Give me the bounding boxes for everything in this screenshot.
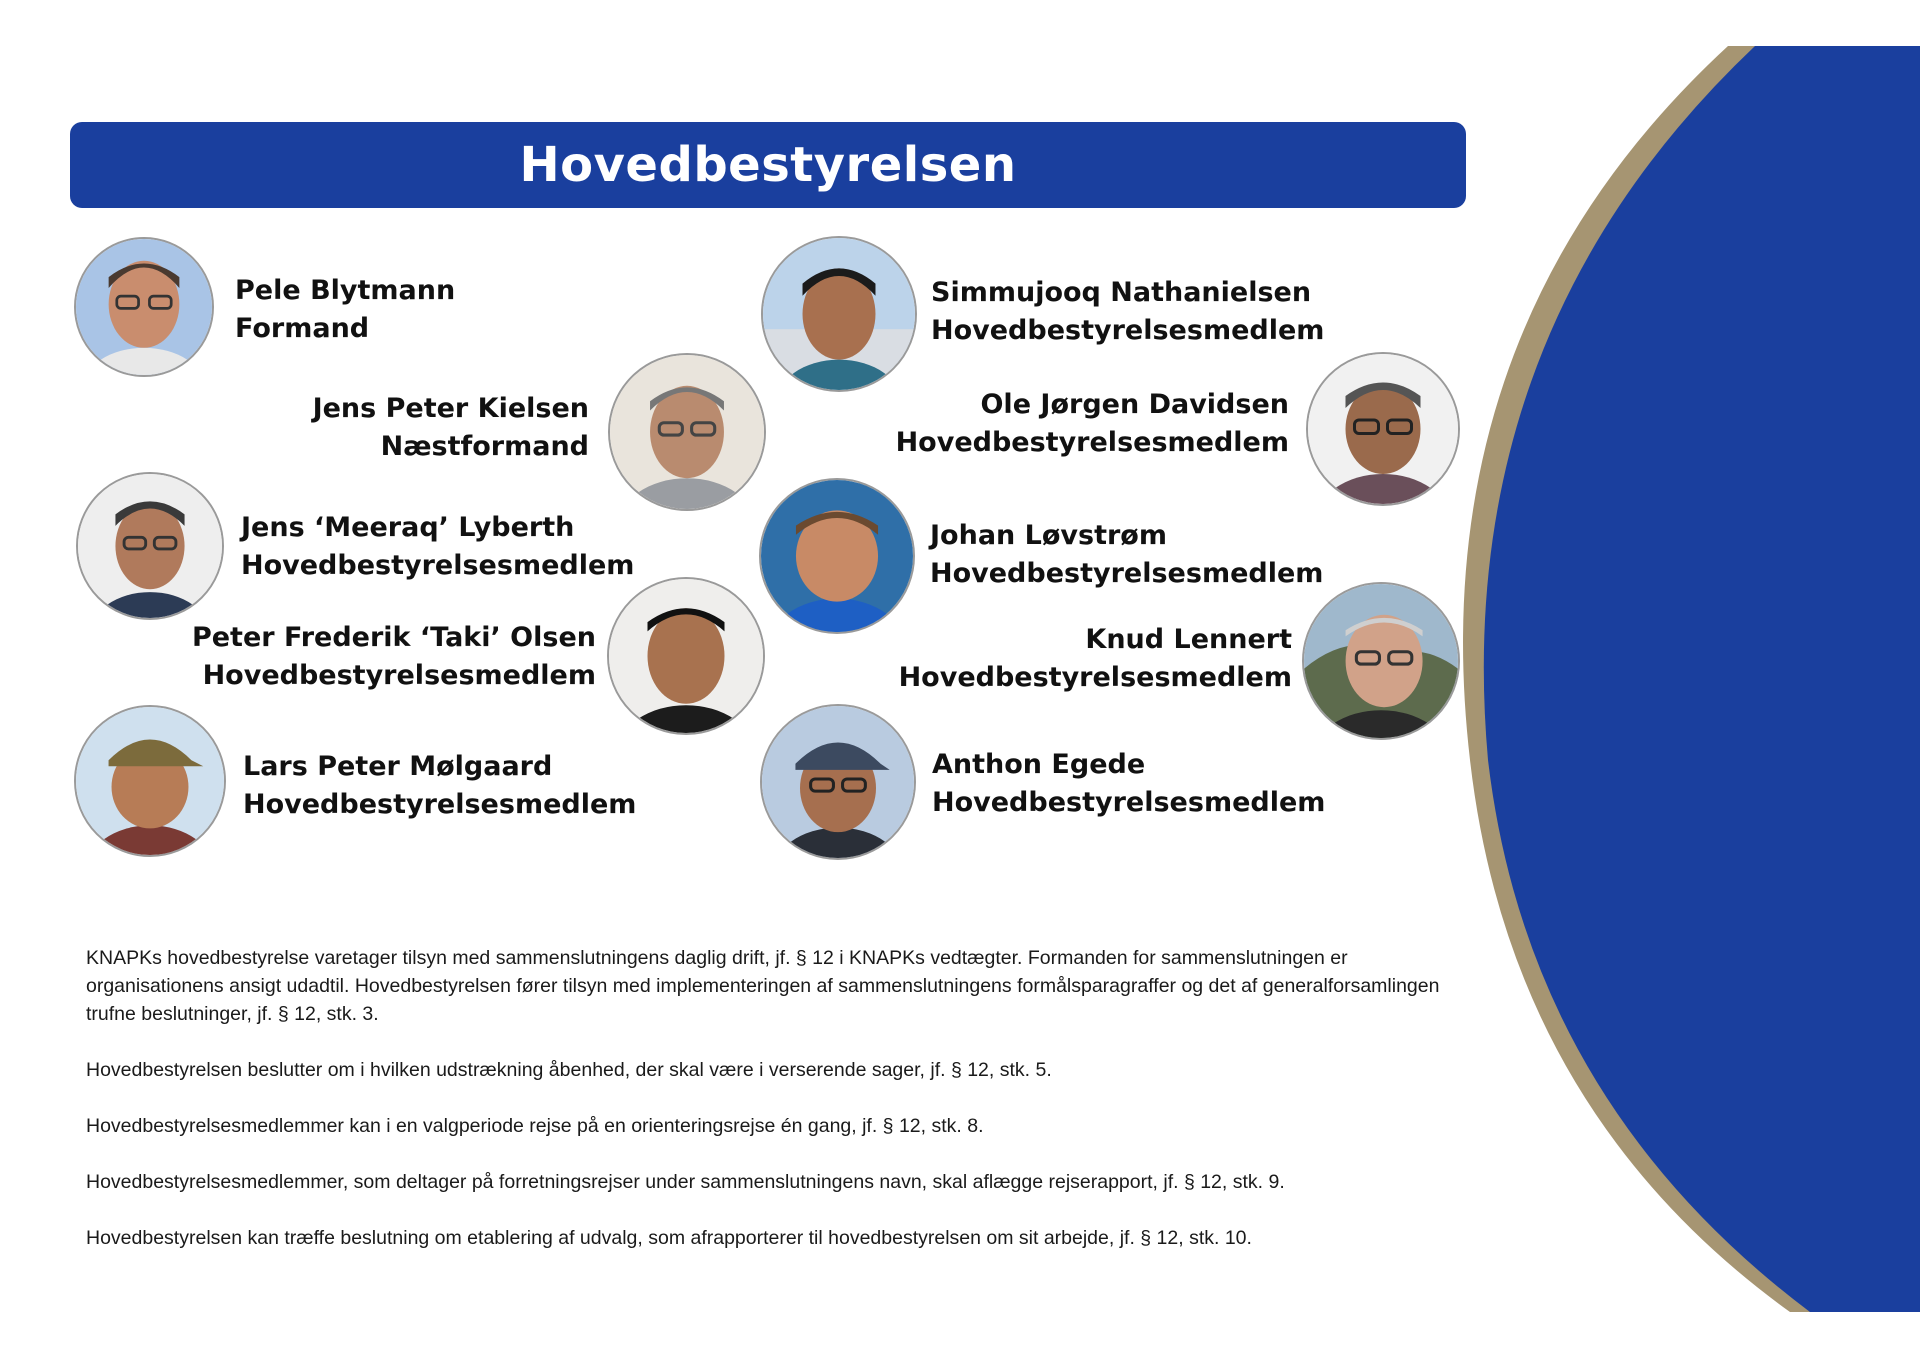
member-name: Johan Løvstrøm — [930, 520, 1167, 551]
member-name: Peter Frederik ‘Taki’ Olsen — [191, 622, 596, 653]
member-name: Anthon Egede — [932, 749, 1146, 780]
person-portrait-icon — [78, 474, 222, 618]
member-pele-blytmann — [235, 272, 455, 348]
avatar-lars-peter-molgaard — [74, 705, 226, 857]
person-portrait-icon — [761, 480, 913, 632]
member-role: Hovedbestyrelsesmedlem — [241, 550, 635, 581]
avatar-simmujooq-nathanielsen — [761, 236, 917, 392]
avatar-ole-jorgen-davidsen — [1306, 352, 1460, 506]
member-knud-lennert — [899, 621, 1292, 697]
member-role: Hovedbestyrelsesmedlem — [898, 662, 1292, 693]
avatar-anthon-egede — [760, 704, 916, 860]
member-role: Formand — [235, 313, 370, 344]
member-name: Knud Lennert — [1085, 624, 1292, 655]
paragraph: Hovedbestyrelsesmedlemmer, som deltager på forretningsrejser under sammenslutningens navn, skal aflægge rejserapport, jf. § 12, stk. 9. — [86, 1171, 1285, 1193]
avatar-jens-meeraq-lyberth — [76, 472, 224, 620]
member-lars-peter-molgaard — [243, 748, 636, 824]
person-portrait-icon — [610, 355, 764, 509]
avatar-johan-lovstrom — [759, 478, 915, 634]
member-role: Hovedbestyrelsesmedlem — [895, 427, 1289, 458]
member-name: Pele Blytmann — [235, 275, 456, 306]
person-portrait-icon — [762, 706, 914, 858]
title-banner — [70, 122, 1466, 208]
person-portrait-icon — [1304, 584, 1458, 738]
avatar-peter-frederik-taki-olsen — [607, 577, 765, 735]
person-portrait-icon — [76, 239, 212, 375]
member-name: Simmujooq Nathanielsen — [931, 277, 1312, 308]
member-name: Ole Jørgen Davidsen — [980, 389, 1289, 420]
member-role: Næstformand — [380, 431, 589, 462]
member-anthon-egede — [932, 746, 1325, 822]
member-ole-jorgen-davidsen — [896, 386, 1289, 462]
member-name: Jens Peter Kielsen — [312, 393, 589, 424]
paragraph: Hovedbestyrelsen kan træffe beslutning om etablering af udvalg, som afrapporterer til hovedbestyrelsen om sit arbejde, jf. § 12, stk. 10. — [86, 1227, 1252, 1249]
member-jens-meeraq-lyberth — [241, 509, 634, 585]
person-portrait-icon — [609, 579, 763, 733]
person-portrait-icon — [763, 238, 915, 390]
member-role: Hovedbestyrelsesmedlem — [202, 660, 596, 691]
paragraph: Hovedbestyrelsesmedlemmer kan i en valgperiode rejse på en orienteringsrejse én gang, jf. § 12, stk. 8. — [86, 1115, 984, 1137]
paragraph: Hovedbestyrelsen beslutter om i hvilken udstrækning åbenhed, der skal være i verserende sager, jf. § 12, stk. 5. — [86, 1059, 1052, 1081]
person-portrait-icon — [76, 707, 224, 855]
member-peter-frederik-taki-olsen — [192, 619, 596, 695]
paragraph: KNAPKs hovedbestyrelse varetager tilsyn med sammenslutningens daglig drift, jf. § 12 i KNAPKs vedtægter. Formanden for sammenslutningen er organisationens ansigt udadtil. Hovedbestyrelsen fører tilsyn med implementeringen af sammenslutningens formålsparagraffer og det af generalforsamlingen trufne beslutninger, jf. § 12, stk. 3. — [86, 947, 1440, 1025]
member-name: Lars Peter Mølgaard — [243, 751, 553, 782]
description-text — [86, 944, 1446, 1280]
member-simmujooq-nathanielsen — [931, 274, 1324, 350]
member-role: Hovedbestyrelsesmedlem — [932, 787, 1326, 818]
page-title: Hovedbestyrelsen — [519, 137, 1017, 193]
member-role: Hovedbestyrelsesmedlem — [243, 789, 637, 820]
member-jens-peter-kielsen — [313, 390, 589, 466]
member-role: Hovedbestyrelsesmedlem — [931, 315, 1325, 346]
avatar-knud-lennert — [1302, 582, 1460, 740]
member-name: Jens ‘Meeraq’ Lyberth — [241, 512, 575, 543]
member-johan-lovstrom — [930, 517, 1323, 593]
avatar-pele-blytmann — [74, 237, 214, 377]
member-role: Hovedbestyrelsesmedlem — [930, 558, 1324, 589]
person-portrait-icon — [1308, 354, 1458, 504]
avatar-jens-peter-kielsen — [608, 353, 766, 511]
